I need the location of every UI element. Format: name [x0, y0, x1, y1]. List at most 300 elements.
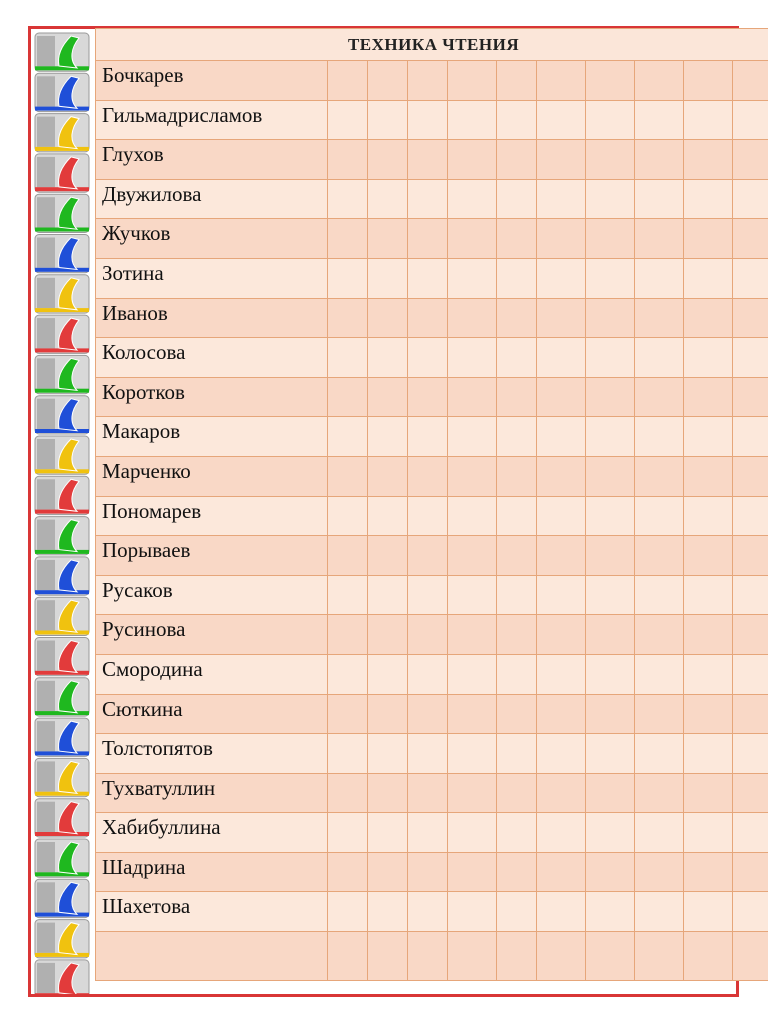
- score-cell[interactable]: [408, 338, 448, 378]
- score-cell[interactable]: [684, 338, 733, 378]
- book-spine-segment: [35, 597, 89, 635]
- score-cell[interactable]: [448, 852, 497, 892]
- score-cell[interactable]: [684, 773, 733, 813]
- book-spine-segment: [35, 355, 89, 393]
- score-cell[interactable]: [733, 536, 768, 576]
- score-cell[interactable]: [368, 100, 408, 140]
- score-cell[interactable]: [497, 140, 537, 180]
- student-name: Русаков: [96, 575, 328, 615]
- score-cell[interactable]: [497, 773, 537, 813]
- student-name: Колосова: [96, 338, 328, 378]
- score-cell[interactable]: [448, 932, 497, 981]
- score-cell[interactable]: [448, 892, 497, 932]
- score-cell[interactable]: [497, 298, 537, 338]
- score-cell[interactable]: [635, 654, 684, 694]
- score-cell[interactable]: [497, 417, 537, 457]
- score-cell[interactable]: [408, 734, 448, 774]
- student-name: Тухватуллин: [96, 773, 328, 813]
- book-spine-segment: [35, 114, 89, 152]
- score-cell[interactable]: [586, 298, 635, 338]
- score-cell[interactable]: [537, 258, 586, 298]
- score-cell[interactable]: [635, 338, 684, 378]
- student-row: [96, 734, 768, 774]
- score-cell[interactable]: [497, 852, 537, 892]
- student-name: Шадрина: [96, 852, 328, 892]
- book-spine-segment: [35, 436, 89, 474]
- score-cell[interactable]: [368, 140, 408, 180]
- score-cell[interactable]: [497, 338, 537, 378]
- score-cell[interactable]: [586, 179, 635, 219]
- score-cell[interactable]: [635, 892, 684, 932]
- score-cell[interactable]: [635, 298, 684, 338]
- score-cell[interactable]: [586, 61, 635, 101]
- score-cell[interactable]: [448, 813, 497, 853]
- score-cell[interactable]: [537, 179, 586, 219]
- score-cell[interactable]: [684, 734, 733, 774]
- score-cell[interactable]: [408, 615, 448, 655]
- blank-name-cell: [96, 932, 328, 981]
- score-cell[interactable]: [684, 615, 733, 655]
- book-spine-segment: [35, 154, 89, 192]
- score-cell[interactable]: [684, 813, 733, 853]
- score-cell[interactable]: [586, 852, 635, 892]
- score-cell[interactable]: [733, 615, 768, 655]
- score-cell[interactable]: [368, 496, 408, 536]
- score-cell[interactable]: [586, 258, 635, 298]
- student-row: [96, 892, 768, 932]
- score-cell[interactable]: [328, 694, 368, 734]
- student-row: [96, 575, 768, 615]
- score-cell[interactable]: [684, 179, 733, 219]
- score-cell[interactable]: [635, 61, 684, 101]
- score-cell[interactable]: [586, 654, 635, 694]
- book-spine-segment: [35, 275, 89, 313]
- score-cell[interactable]: [586, 892, 635, 932]
- score-cell[interactable]: [328, 61, 368, 101]
- score-cell[interactable]: [328, 100, 368, 140]
- score-cell[interactable]: [368, 813, 408, 853]
- score-cell[interactable]: [448, 179, 497, 219]
- book-spine-segment: [35, 476, 89, 514]
- score-cell[interactable]: [368, 219, 408, 259]
- score-cell[interactable]: [537, 852, 586, 892]
- score-cell[interactable]: [408, 258, 448, 298]
- score-cell[interactable]: [733, 417, 768, 457]
- score-cell[interactable]: [448, 298, 497, 338]
- score-cell[interactable]: [448, 61, 497, 101]
- score-cell[interactable]: [684, 140, 733, 180]
- score-cell[interactable]: [497, 61, 537, 101]
- score-cell[interactable]: [328, 734, 368, 774]
- score-cell[interactable]: [497, 654, 537, 694]
- score-cell[interactable]: [733, 734, 768, 774]
- score-cell[interactable]: [408, 813, 448, 853]
- score-cell[interactable]: [537, 496, 586, 536]
- score-cell[interactable]: [497, 258, 537, 298]
- score-cell[interactable]: [684, 61, 733, 101]
- score-cell[interactable]: [733, 852, 768, 892]
- score-cell[interactable]: [537, 417, 586, 457]
- student-row: [96, 852, 768, 892]
- score-cell[interactable]: [586, 456, 635, 496]
- score-cell[interactable]: [368, 338, 408, 378]
- score-cell[interactable]: [586, 694, 635, 734]
- score-cell[interactable]: [328, 219, 368, 259]
- score-cell[interactable]: [448, 536, 497, 576]
- score-cell[interactable]: [733, 338, 768, 378]
- student-name: Двужилова: [96, 179, 328, 219]
- student-row: [96, 258, 768, 298]
- book-spine-segment: [35, 718, 89, 756]
- score-cell[interactable]: [328, 654, 368, 694]
- score-cell[interactable]: [328, 932, 368, 981]
- score-cell[interactable]: [408, 377, 448, 417]
- score-cell[interactable]: [537, 654, 586, 694]
- score-cell[interactable]: [537, 813, 586, 853]
- score-cell[interactable]: [448, 694, 497, 734]
- student-name: Смородина: [96, 654, 328, 694]
- score-cell[interactable]: [537, 377, 586, 417]
- score-cell[interactable]: [448, 456, 497, 496]
- student-name: Марченко: [96, 456, 328, 496]
- student-row: [96, 536, 768, 576]
- book-spine-segment: [35, 758, 89, 796]
- score-cell[interactable]: [733, 298, 768, 338]
- score-cell[interactable]: [733, 892, 768, 932]
- student-name: Макаров: [96, 417, 328, 457]
- score-cell[interactable]: [733, 654, 768, 694]
- score-cell[interactable]: [368, 179, 408, 219]
- book-spine-segment: [35, 678, 89, 716]
- score-cell[interactable]: [328, 258, 368, 298]
- score-cell[interactable]: [448, 773, 497, 813]
- score-cell[interactable]: [635, 258, 684, 298]
- book-spine-segment: [35, 920, 89, 958]
- score-cell[interactable]: [733, 575, 768, 615]
- score-cell[interactable]: [448, 654, 497, 694]
- score-cell[interactable]: [497, 932, 537, 981]
- score-cell[interactable]: [635, 377, 684, 417]
- student-row: [96, 654, 768, 694]
- student-row: [96, 773, 768, 813]
- student-name: Хабибуллина: [96, 813, 328, 853]
- score-cell[interactable]: [328, 615, 368, 655]
- score-cell[interactable]: [635, 852, 684, 892]
- score-cell[interactable]: [537, 932, 586, 981]
- score-cell[interactable]: [497, 179, 537, 219]
- score-cell[interactable]: [635, 417, 684, 457]
- student-name: Толстопятов: [96, 734, 328, 774]
- score-cell[interactable]: [537, 575, 586, 615]
- score-cell[interactable]: [537, 219, 586, 259]
- score-cell[interactable]: [635, 932, 684, 981]
- score-cell[interactable]: [448, 338, 497, 378]
- score-cell[interactable]: [684, 892, 733, 932]
- score-cell[interactable]: [368, 615, 408, 655]
- score-cell[interactable]: [586, 615, 635, 655]
- sheet-title: ТЕХНИКА ЧТЕНИЯ: [96, 29, 768, 61]
- score-cell[interactable]: [733, 258, 768, 298]
- student-row: [96, 615, 768, 655]
- score-cell[interactable]: [586, 417, 635, 457]
- score-cell[interactable]: [635, 140, 684, 180]
- score-cell[interactable]: [537, 338, 586, 378]
- score-cell[interactable]: [448, 734, 497, 774]
- score-cell[interactable]: [368, 734, 408, 774]
- score-cell[interactable]: [328, 813, 368, 853]
- score-cell[interactable]: [635, 694, 684, 734]
- score-cell[interactable]: [733, 179, 768, 219]
- score-cell[interactable]: [328, 892, 368, 932]
- score-cell[interactable]: [368, 417, 408, 457]
- student-name: Пономарев: [96, 496, 328, 536]
- book-spine-segment: [35, 396, 89, 434]
- score-cell[interactable]: [497, 536, 537, 576]
- score-cell[interactable]: [408, 575, 448, 615]
- book-spine-segment: [35, 799, 89, 837]
- score-cell[interactable]: [684, 932, 733, 981]
- score-cell[interactable]: [328, 575, 368, 615]
- score-cell[interactable]: [408, 932, 448, 981]
- score-cell[interactable]: [328, 298, 368, 338]
- score-cell[interactable]: [586, 377, 635, 417]
- score-cell[interactable]: [684, 377, 733, 417]
- score-cell[interactable]: [448, 140, 497, 180]
- score-cell[interactable]: [368, 932, 408, 981]
- score-cell[interactable]: [408, 140, 448, 180]
- score-cell[interactable]: [635, 615, 684, 655]
- score-cell[interactable]: [684, 100, 733, 140]
- score-cell[interactable]: [684, 694, 733, 734]
- book-spine-segment: [35, 517, 89, 555]
- student-row: [96, 140, 768, 180]
- score-cell[interactable]: [408, 496, 448, 536]
- score-cell[interactable]: [635, 496, 684, 536]
- student-row: [96, 694, 768, 734]
- score-cell[interactable]: [497, 456, 537, 496]
- student-name: Глухов: [96, 140, 328, 180]
- score-cell[interactable]: [635, 773, 684, 813]
- student-name: Бочкарев: [96, 61, 328, 101]
- book-spine-segment: [35, 960, 89, 994]
- score-cell[interactable]: [328, 338, 368, 378]
- score-cell[interactable]: [497, 575, 537, 615]
- score-cell[interactable]: [586, 773, 635, 813]
- score-cell[interactable]: [537, 140, 586, 180]
- book-spine-segment: [35, 33, 89, 71]
- score-cell[interactable]: [586, 140, 635, 180]
- score-cell[interactable]: [448, 575, 497, 615]
- book-spine-segment: [35, 839, 89, 877]
- score-cell[interactable]: [408, 536, 448, 576]
- score-cell[interactable]: [408, 773, 448, 813]
- score-cell[interactable]: [448, 496, 497, 536]
- score-cell[interactable]: [635, 219, 684, 259]
- score-cell[interactable]: [733, 773, 768, 813]
- score-cell[interactable]: [408, 219, 448, 259]
- score-cell[interactable]: [537, 61, 586, 101]
- score-cell[interactable]: [368, 694, 408, 734]
- score-cell[interactable]: [635, 536, 684, 576]
- score-cell[interactable]: [328, 852, 368, 892]
- student-row: [96, 417, 768, 457]
- score-cell[interactable]: [684, 219, 733, 259]
- score-cell[interactable]: [408, 298, 448, 338]
- score-cell[interactable]: [328, 377, 368, 417]
- score-cell[interactable]: [733, 140, 768, 180]
- student-row: [96, 100, 768, 140]
- score-cell[interactable]: [497, 892, 537, 932]
- score-cell[interactable]: [368, 654, 408, 694]
- book-spine-segment: [35, 315, 89, 353]
- score-cell[interactable]: [328, 456, 368, 496]
- score-cell[interactable]: [684, 575, 733, 615]
- score-cell[interactable]: [328, 773, 368, 813]
- score-cell[interactable]: [684, 496, 733, 536]
- book-spine-segment: [35, 235, 89, 273]
- student-name: Зотина: [96, 258, 328, 298]
- score-cell[interactable]: [448, 377, 497, 417]
- student-name: Сюткина: [96, 694, 328, 734]
- score-cell[interactable]: [328, 496, 368, 536]
- score-cell[interactable]: [684, 258, 733, 298]
- score-cell[interactable]: [448, 100, 497, 140]
- book-spine-segment: [35, 73, 89, 111]
- score-cell[interactable]: [586, 536, 635, 576]
- score-cell[interactable]: [368, 536, 408, 576]
- score-cell[interactable]: [497, 615, 537, 655]
- score-cell[interactable]: [497, 734, 537, 774]
- score-cell[interactable]: [586, 338, 635, 378]
- score-cell[interactable]: [368, 61, 408, 101]
- score-cell[interactable]: [537, 734, 586, 774]
- score-cell[interactable]: [408, 852, 448, 892]
- student-row: [96, 298, 768, 338]
- student-row: [96, 377, 768, 417]
- student-row: [96, 496, 768, 536]
- score-cell[interactable]: [537, 536, 586, 576]
- score-cell[interactable]: [586, 734, 635, 774]
- score-cell[interactable]: [586, 575, 635, 615]
- score-cell[interactable]: [733, 496, 768, 536]
- score-cell[interactable]: [408, 417, 448, 457]
- score-cell[interactable]: [733, 377, 768, 417]
- score-cell[interactable]: [537, 100, 586, 140]
- score-cell[interactable]: [408, 61, 448, 101]
- score-cell[interactable]: [497, 694, 537, 734]
- score-cell[interactable]: [448, 417, 497, 457]
- score-cell[interactable]: [684, 417, 733, 457]
- score-cell[interactable]: [497, 377, 537, 417]
- score-cell[interactable]: [408, 892, 448, 932]
- score-cell[interactable]: [537, 694, 586, 734]
- score-cell[interactable]: [328, 536, 368, 576]
- score-cell[interactable]: [733, 100, 768, 140]
- score-cell[interactable]: [328, 140, 368, 180]
- book-spine-segment: [35, 194, 89, 232]
- score-cell[interactable]: [733, 219, 768, 259]
- score-cell[interactable]: [586, 496, 635, 536]
- blank-row: [96, 932, 768, 981]
- score-cell[interactable]: [733, 694, 768, 734]
- score-cell[interactable]: [368, 852, 408, 892]
- score-cell[interactable]: [635, 456, 684, 496]
- score-cell[interactable]: [684, 456, 733, 496]
- score-cell[interactable]: [448, 258, 497, 298]
- score-cell[interactable]: [635, 100, 684, 140]
- student-name: Гильмадрисламов: [96, 100, 328, 140]
- score-cell[interactable]: [448, 615, 497, 655]
- reading-grid: [95, 28, 731, 981]
- score-cell[interactable]: [328, 179, 368, 219]
- student-row: [96, 179, 768, 219]
- book-spine-segment: [35, 557, 89, 595]
- student-row: [96, 456, 768, 496]
- score-cell[interactable]: [408, 100, 448, 140]
- score-cell[interactable]: [368, 377, 408, 417]
- score-cell[interactable]: [368, 456, 408, 496]
- score-cell[interactable]: [368, 773, 408, 813]
- score-cell[interactable]: [684, 536, 733, 576]
- reading-table: [95, 28, 768, 981]
- score-cell[interactable]: [408, 694, 448, 734]
- book-spine-segment: [35, 879, 89, 917]
- score-cell[interactable]: [684, 852, 733, 892]
- score-cell[interactable]: [684, 298, 733, 338]
- student-name: Коротков: [96, 377, 328, 417]
- book-spine-segment: [35, 638, 89, 676]
- student-row: [96, 338, 768, 378]
- score-cell[interactable]: [684, 654, 733, 694]
- score-cell[interactable]: [408, 456, 448, 496]
- score-cell[interactable]: [408, 179, 448, 219]
- score-cell[interactable]: [368, 258, 408, 298]
- score-cell[interactable]: [733, 61, 768, 101]
- score-cell[interactable]: [368, 892, 408, 932]
- score-cell[interactable]: [497, 219, 537, 259]
- score-cell[interactable]: [408, 654, 448, 694]
- score-cell[interactable]: [497, 496, 537, 536]
- student-name: Шахетова: [96, 892, 328, 932]
- decorative-book-spine: [33, 32, 93, 994]
- score-cell[interactable]: [733, 456, 768, 496]
- score-cell[interactable]: [497, 813, 537, 853]
- score-cell[interactable]: [586, 813, 635, 853]
- student-name: Иванов: [96, 298, 328, 338]
- score-cell[interactable]: [733, 932, 768, 981]
- score-cell[interactable]: [537, 298, 586, 338]
- score-cell[interactable]: [537, 615, 586, 655]
- score-cell[interactable]: [497, 100, 537, 140]
- score-cell[interactable]: [635, 179, 684, 219]
- score-cell[interactable]: [635, 813, 684, 853]
- score-cell[interactable]: [733, 813, 768, 853]
- score-cell[interactable]: [586, 219, 635, 259]
- student-row: [96, 813, 768, 853]
- score-cell[interactable]: [368, 298, 408, 338]
- score-cell[interactable]: [635, 734, 684, 774]
- score-cell[interactable]: [328, 417, 368, 457]
- score-cell[interactable]: [537, 773, 586, 813]
- score-cell[interactable]: [635, 575, 684, 615]
- score-cell[interactable]: [586, 100, 635, 140]
- score-cell[interactable]: [586, 932, 635, 981]
- student-row: [96, 61, 768, 101]
- score-cell[interactable]: [537, 892, 586, 932]
- score-cell[interactable]: [448, 219, 497, 259]
- score-cell[interactable]: [537, 456, 586, 496]
- score-cell[interactable]: [368, 575, 408, 615]
